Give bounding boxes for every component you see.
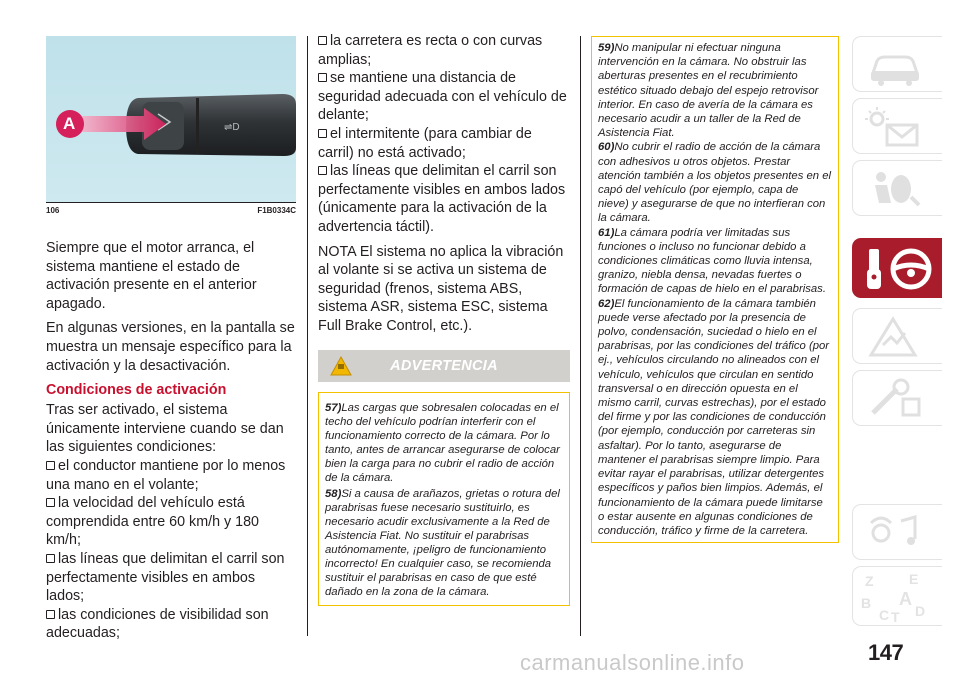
tab-index[interactable] bbox=[852, 566, 942, 626]
figure-stalk-illustration bbox=[46, 36, 296, 202]
road-hazard-icon bbox=[863, 315, 929, 359]
multimedia-icon bbox=[863, 511, 929, 555]
tab-safety[interactable] bbox=[852, 160, 942, 216]
stalk-illustration bbox=[46, 36, 296, 202]
paragraph: Siempre que el motor arranca, el sistema mantiene el estado de activación presente en el anterior apagado. bbox=[46, 240, 257, 312]
column-divider bbox=[580, 36, 581, 636]
wrench-service-icon bbox=[863, 377, 929, 421]
list-item: las condiciones de visibilidad son adecuadas; bbox=[46, 606, 269, 642]
figure-code: F1B0334C bbox=[257, 206, 296, 215]
section-heading: Condiciones de activación bbox=[46, 382, 227, 399]
tab-maintenance[interactable] bbox=[852, 370, 942, 426]
checkbox-bullet-icon bbox=[318, 166, 327, 175]
checkbox-bullet-icon bbox=[318, 73, 327, 82]
column2-text bbox=[318, 32, 570, 336]
car-dashboard-icon bbox=[863, 43, 929, 87]
list-item: el conductor mantiene por lo menos una mano en el volante; bbox=[46, 457, 286, 493]
warning-item: 58)Si a causa de arañazos, grietas o rotura del parabrisas fuese necesario sustituirlo, es necesario acudir exclusivamente a la Red de Asistencia Fiat. No sustituir el parabrisas autónomamente, ¡peligro de funcionamiento incorrecto! En cualquier caso, se recomienda sustituir el parabrisas en caso de que esté dañado en la zona de la cámara. bbox=[325, 487, 560, 598]
tab-warning-lights[interactable] bbox=[852, 98, 942, 154]
airbag-person-icon bbox=[863, 167, 929, 211]
tab-dashboard[interactable] bbox=[852, 36, 942, 92]
figure-callout-a: A bbox=[63, 114, 76, 133]
checkbox-bullet-icon bbox=[318, 129, 327, 138]
svg-text:⇌D: ⇌D bbox=[224, 122, 240, 133]
watermark: carmanualsonline.info bbox=[520, 650, 745, 675]
list-item: la velocidad del vehículo está comprendida entre 60 km/h y 180 km/h; bbox=[46, 495, 259, 549]
key-steering-wheel-icon bbox=[863, 245, 935, 293]
middle-column bbox=[318, 32, 570, 606]
list-item: las líneas que delimitan el carril son perfectamente visibles en ambos lados (únicamente para la activación de la advertencia táctil). bbox=[318, 163, 566, 235]
tab-multimedia[interactable] bbox=[852, 504, 942, 560]
warning-lights-icon bbox=[863, 105, 929, 149]
tab-starting-driving[interactable] bbox=[852, 238, 942, 298]
figure-number: 106 bbox=[46, 206, 60, 215]
warning-header bbox=[318, 350, 570, 382]
warning-title: ADVERTENCIA bbox=[390, 357, 498, 374]
checkbox-bullet-icon bbox=[318, 36, 327, 45]
left-column bbox=[46, 36, 296, 643]
warning-item: 61)La cámara podría ver limitadas sus funciones o incluso no funcionar debido a condiciones climáticas como lluvia intensa, granizo, niebla densa, nevadas fuertes o formación de capas de hielo en el parabrisas. bbox=[598, 226, 826, 296]
warning-item: 60)No cubrir el radio de acción de la cámara con adhesivos u otros objetos. Prestar atención también a los objetos presentes en el capó del vehículo (por ejemplo, capa de nieve) y asegurarse de que no interfieran con la cámara. bbox=[598, 141, 831, 225]
list-item: el intermitente (para cambiar de carril) no está activado; bbox=[318, 125, 532, 161]
checkbox-bullet-icon bbox=[46, 461, 55, 470]
warning-item: 57)Las cargas que sobresalen colocadas en el techo del vehículo podrían interferir con el funcionamiento correcto de la cámara. Por lo tanto, antes de arrancar asegurarse de colocar bien la carga para no cubrir el radio de acción de la cámara. bbox=[325, 401, 560, 484]
list-item: las líneas que delimitan el carril son perfectamente visibles en ambos lados; bbox=[46, 550, 285, 605]
paragraph: En algunas versiones, en la pantalla se muestra un mensaje específico para la activación y la desactivación. bbox=[46, 320, 295, 374]
list-item: se mantiene una distancia de seguridad adecuada con el vehículo de delante; bbox=[318, 70, 567, 124]
conditions-intro: Tras ser activado, el sistema únicamente interviene cuando se dan las siguientes condiciones: bbox=[46, 402, 284, 456]
figure-caption bbox=[46, 202, 296, 215]
list-item: la carretera es recta o con curvas amplias; bbox=[318, 33, 543, 68]
right-column-warnings bbox=[591, 36, 839, 543]
checkbox-bullet-icon bbox=[46, 554, 55, 563]
page-number: 147 bbox=[868, 640, 904, 665]
alphabet-index-icon: Z E B A C T D bbox=[861, 571, 926, 625]
checkbox-bullet-icon bbox=[46, 498, 55, 507]
warning-item: 59)No manipular ni efectuar ninguna intervención en la cámara. No obstruir las aberturas presentes en el recubrimiento estético situado debajo del espejo retrovisor interior. En caso de avería de la cámara es necesario acudir a un taller de la Red de Asistencia Fiat. bbox=[598, 42, 819, 140]
warning-item: 62)El funcionamiento de la cámara también puede verse afectado por la presencia de polvo, condensación, suciedad o hielo en el parabrisas, por las condiciones del tráfico (por ej., vehículos circulando no alineados con el vehículo, vehículos que circulan en sentido transversal o en dirección opuesta en el mismo carril, curvas estrechas), por el estado del firme y por las condiciones de conducción (por ejemplo, conducción por carreteras sin asfaltar). Por lo tanto, asegurarse de mantener el parabrisas siempre limpio. Para evitar rayar el parabrisas, utilizar detergentes específicos y paños bien limpios. Además, el funcionamiento de la cámara puede limitarse o estar ausente en algunas condiciones de conducción, tráfico y firme de la carretera. bbox=[598, 297, 830, 537]
tab-emergency[interactable] bbox=[852, 308, 942, 364]
note-paragraph: NOTA El sistema no aplica la vibración al volante si se activa un sistema de seguridad (frenos, sistema ABS, sistema ASR, sistema ESC, sistema Full Brake Control, etc.). bbox=[318, 243, 564, 334]
warning-box bbox=[318, 392, 570, 606]
column-divider bbox=[307, 36, 308, 636]
column1-text bbox=[46, 239, 296, 643]
checkbox-bullet-icon bbox=[46, 610, 55, 619]
